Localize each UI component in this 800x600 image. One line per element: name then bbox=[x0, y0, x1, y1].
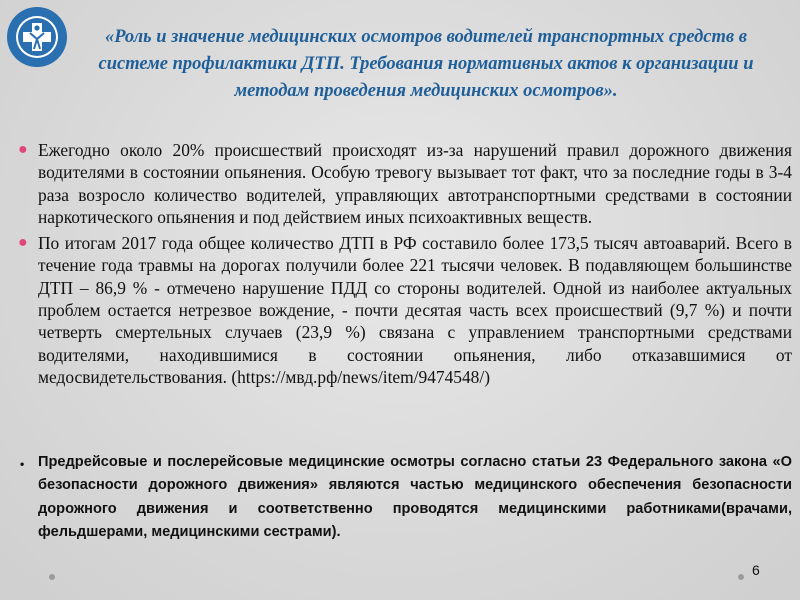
bullet-item bbox=[16, 232, 792, 388]
organization-logo bbox=[6, 6, 68, 68]
bullet-dot-icon: ● bbox=[18, 141, 28, 158]
bullet-text: Ежегодно около 20% происшествий происходят из-за нарушений правил дорожного движения водителями в состоянии опьянения. Особую тревогу вызывает тот факт, что за последние годы в 3-4 раза возросло количество водителей, управляющих автотранспортными средствами в состоянии наркотического опьянения и под действием иных психоактивных веществ. bbox=[38, 140, 792, 227]
footer-dot-icon bbox=[738, 574, 744, 580]
bold-paragraph-block bbox=[16, 451, 792, 549]
bullet-dot-icon: ● bbox=[18, 234, 28, 252]
medical-cross-logo-icon bbox=[6, 6, 68, 68]
bullet-text: По итогам 2017 года общее количество ДТП в РФ составило более 173,5 тысяч автоаварий. Всего в течение года травмы на дорогах получили более 221 тысячи человек. В подавляющем большинстве ДТП – 86,9 % - отмечено нарушение ПДД со стороны водителей. Одной из наиболее актуальных проблем остается нетрезвое вождение, - почти десятая часть всех происшествий (9,7 %) и почти четверть смертельных случаев (23,9 %) связана с управлением транспортными средствами водителями, находившимися в состоянии опьянения, либо отказавшимися от медосвидетельствования. (https://мвд.рф/news/item/9474548/) bbox=[38, 233, 792, 387]
bold-paragraph-text: Предрейсовые и послерейсовые медицинские осмотры согласно статьи 23 Федерального закона «О безопасности дорожного движения» являются частью медицинского обеспечения безопасности дорожного движения и соответственно проводятся медицинскими работниками(врачами, фельдшерами, медицинскими сестрами). bbox=[38, 454, 792, 541]
page-number: 6 bbox=[752, 562, 760, 578]
bullet-item bbox=[16, 139, 792, 228]
bullet-dot-icon: • bbox=[20, 457, 25, 471]
bullet-list bbox=[16, 139, 792, 392]
slide-title: «Роль и значение медицинских осмотров водителей транспортных средств в системе профилактики ДТП. Требования нормативных актов к организации и методам проведения медицинских осмотров». bbox=[98, 27, 754, 101]
bold-bullet-item bbox=[16, 451, 792, 545]
footer-dot-icon bbox=[49, 574, 55, 580]
